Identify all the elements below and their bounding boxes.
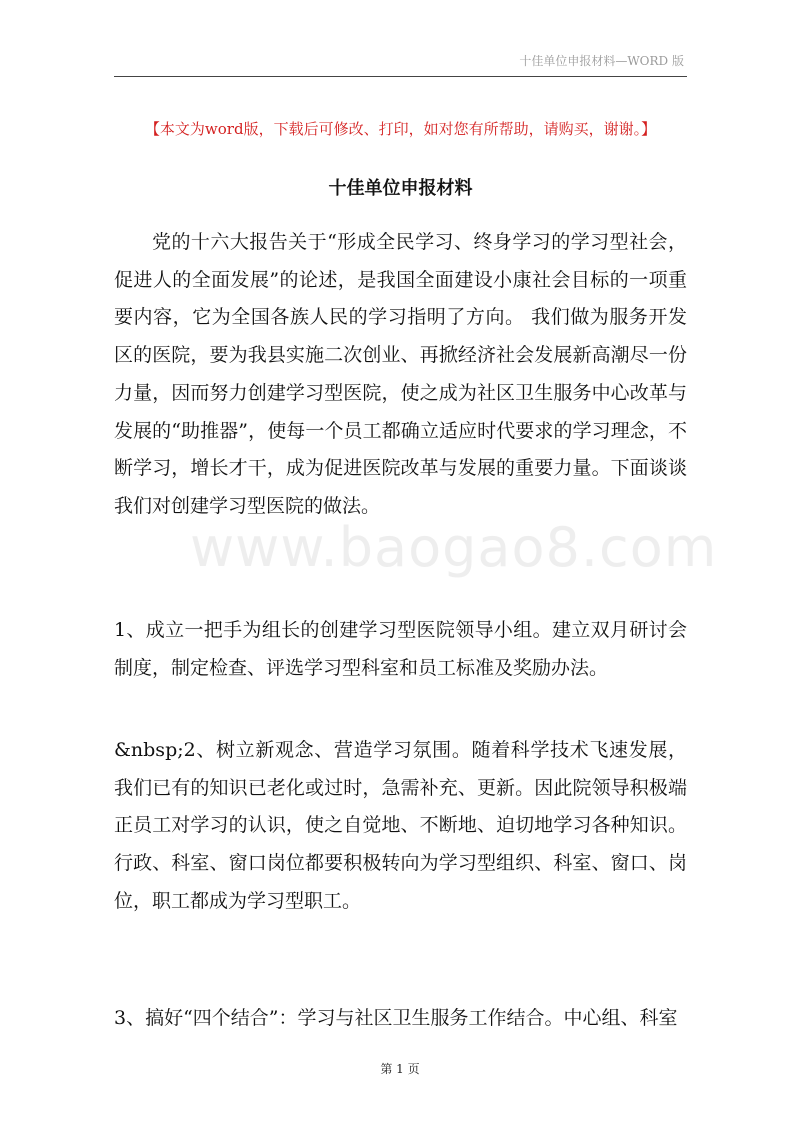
watermark: www.baogao8.com xyxy=(190,516,718,579)
purchase-notice: 【本文为word版，下载后可修改、打印，如对您有所帮助，请购买，谢谢。】 xyxy=(144,120,657,138)
paragraph-item-2: &nbsp;2、树立新观念、营造学习氛围。随着科学技术飞速发展，我们已有的知识已老化或过时，急需补充、更新。因此院领导积极端正员工对学习的认识，使之自觉地、不断地、迫切地学习各种知识。行政、科室、窗口岗位都要积极转向为学习型组织、科室、窗口、岗位，职工都成为学习型职工。 xyxy=(114,739,687,912)
page-header-text: 十佳单位申报材料—WORD 版 xyxy=(519,54,684,68)
paragraph-item-3: 3、搞好“四个结合”：学习与社区卫生服务工作结合。中心组、科室 xyxy=(114,1007,678,1029)
header-divider xyxy=(114,76,687,77)
document-title: 十佳单位申报材料 xyxy=(328,178,473,199)
page-number: 第 1 页 xyxy=(380,1062,420,1076)
paragraph-item-1: 1、成立一把手为组长的创建学习型医院领导小组。建立双月研讨会制度，制定检查、评选学习型科室和员工标准及奖励办法。 xyxy=(114,619,687,679)
paragraph-intro: 党的十六大报告关于“形成全民学习、终身学习的学习型社会，促进人的全面发展”的论述，是我国全面建设小康社会目标的一项重要内容，它为全国各族人民的学习指明了方向。 我们做为服务开发区的医院，要为我县实施二次创业、再掀经济社会发展新高潮尽一份力量，因而努力创建学习型医院，使之成为社区卫生服务中心改革与发展的“助推器”，使每一个员工都确立适应时代要求的学习理念，不断学习，增长才干，成为促进医院改革与发展的重要力量。下面谈谈我们对创建学习型医院的做法。 xyxy=(114,231,687,517)
